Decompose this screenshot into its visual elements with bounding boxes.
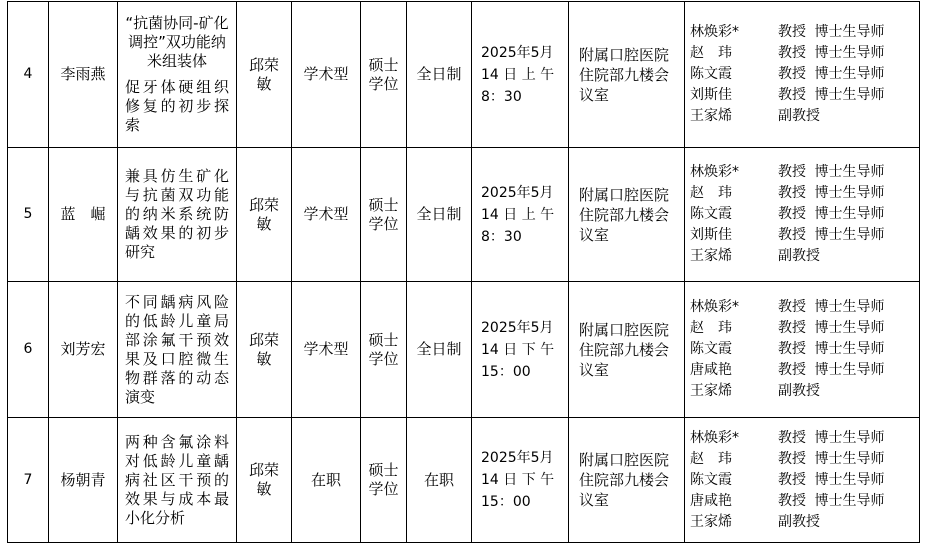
thesis-title-cell (118, 2, 237, 148)
committee-member-name: 林焕彩* (690, 164, 739, 180)
committee-member-name: 赵 玮 (690, 45, 732, 61)
committee-cell (685, 148, 919, 282)
thesis-title-paragraph: “抗菌协同-矿化调控”双功能纳米组装体 (125, 14, 229, 70)
defense-location-line: 附属口腔医院 (579, 451, 670, 469)
committee-member-row (690, 512, 917, 533)
committee-member-name: 王家烯 (690, 248, 732, 264)
row-number: 4 (23, 66, 33, 82)
program-type-cell (292, 2, 361, 148)
committee-member-titles: 教授 博士生导师 (778, 87, 885, 103)
supervisor-cell (237, 282, 292, 418)
defense-datetime-cell (472, 282, 569, 418)
committee-member-titles: 教授 博士生导师 (778, 185, 885, 201)
committee-member-titles: 教授 博士生导师 (778, 492, 885, 509)
committee-member-row (690, 162, 917, 183)
student-name: 蓝 崛 (60, 205, 106, 223)
defense-datetime-line: 2025年5月 (481, 44, 554, 61)
defense-location-cell (569, 148, 685, 282)
committee-member-name: 赵 玮 (690, 185, 732, 201)
committee-member-titles: 教授 博士生导师 (778, 45, 885, 61)
defense-datetime-line: 14 日 下 午 (481, 472, 555, 488)
thesis-title-paragraph: 两种含氟涂料对低龄儿童龋病社区干预的效果与成本最小化分析 (125, 432, 229, 527)
defense-location-line: 住院部九楼会 (579, 205, 670, 224)
supervisor-name: 邱荣敏 (248, 461, 279, 498)
program-type-cell (292, 418, 361, 542)
committee-member-titles: 教授 博士生导师 (778, 66, 885, 82)
committee-member-row (690, 225, 917, 246)
study-mode: 在职 (423, 470, 454, 489)
committee-member-titles: 教授 博士生导师 (778, 341, 885, 357)
defense-location-line: 住院部九楼会 (579, 65, 670, 84)
row-number-cell (8, 418, 49, 542)
defense-location-line: 住院部九楼会 (579, 471, 670, 489)
defense-location-cell (569, 418, 685, 542)
committee-member-row (690, 85, 917, 106)
row-number-cell (8, 148, 49, 282)
study-mode-cell (407, 418, 472, 542)
committee-member-row (690, 204, 917, 225)
committee-member-row (690, 428, 917, 449)
committee-member-name: 赵 玮 (690, 450, 732, 467)
thesis-title-paragraph: 兼具仿生矿化与抗菌双功能的纳米系统防龋效果的初步研究 (125, 167, 229, 261)
study-mode-cell (407, 2, 472, 148)
student-name: 刘芳宏 (60, 340, 106, 358)
program-type: 学术型 (303, 340, 349, 358)
study-mode: 全日制 (416, 205, 462, 223)
defense-datetime-line: 14 日 下 午 (481, 341, 555, 358)
committee-member-name: 唐咸艳 (690, 362, 732, 378)
supervisor-cell (237, 418, 292, 542)
student-name: 杨朝青 (60, 470, 106, 489)
supervisor-cell (237, 2, 292, 148)
committee-member-name: 陈文霞 (690, 471, 732, 488)
committee-member-titles: 教授 博士生导师 (778, 362, 885, 378)
committee-member-titles: 教授 博士生导师 (778, 299, 885, 315)
defense-location-cell (569, 2, 685, 148)
committee-member-name: 赵 玮 (690, 320, 732, 336)
committee-member-name: 陈文霞 (690, 206, 732, 222)
committee-member-row (690, 43, 917, 64)
defense-datetime-line: 15：00 (481, 363, 531, 380)
committee-member-row (690, 491, 917, 512)
committee-member-name: 唐咸艳 (690, 492, 732, 509)
study-mode-cell (407, 282, 472, 418)
row-number-cell (8, 282, 49, 418)
committee-member-titles: 教授 博士生导师 (778, 24, 885, 40)
defense-location-line: 住院部九楼会 (579, 340, 670, 359)
degree-name: 硕士学位 (368, 330, 399, 368)
committee-member-titles: 副教授 (778, 248, 820, 264)
student-name: 李雨燕 (60, 65, 106, 83)
committee-cell (685, 282, 919, 418)
thesis-title-paragraph: 不同龋病风险的低龄儿童局部涂氟干预效果及口腔微生物群落的动态演变 (125, 292, 229, 406)
committee-member-titles: 副教授 (778, 513, 820, 530)
committee-member-name: 林焕彩* (690, 299, 739, 315)
defense-datetime-line: 2025年5月 (481, 184, 554, 201)
row-number: 6 (23, 341, 33, 357)
defense-datetime-cell (472, 148, 569, 282)
defense-location-line: 议室 (579, 491, 610, 509)
committee-cell (685, 418, 919, 542)
supervisor-name: 邱荣敏 (248, 330, 279, 368)
committee-member-titles: 副教授 (778, 383, 820, 399)
defense-datetime-line: 15：00 (481, 494, 531, 510)
committee-member-row (690, 470, 917, 491)
committee-member-titles: 教授 博士生导师 (778, 206, 885, 222)
student-name-cell (49, 2, 118, 148)
student-name-cell (49, 148, 118, 282)
supervisor-name: 邱荣敏 (248, 195, 279, 233)
defense-datetime-cell (472, 418, 569, 542)
defense-location-cell (569, 282, 685, 418)
committee-member-row (690, 22, 917, 43)
committee-member-name: 刘斯佳 (690, 227, 732, 243)
committee-member-row (690, 339, 917, 360)
committee-member-row (690, 183, 917, 204)
defense-location-line: 附属口腔医院 (579, 320, 670, 339)
supervisor-name: 邱荣敏 (248, 55, 279, 93)
study-mode: 全日制 (416, 340, 462, 358)
committee-member-row (690, 449, 917, 470)
committee-member-row (690, 297, 917, 318)
thesis-title-cell (118, 282, 237, 418)
study-mode-cell (407, 148, 472, 282)
committee-member-row (690, 246, 917, 267)
degree-cell (361, 282, 407, 418)
degree-cell (361, 2, 407, 148)
committee-member-name: 陈文霞 (690, 66, 732, 82)
row-number: 5 (23, 206, 33, 222)
defense-datetime-cell (472, 2, 569, 148)
committee-member-row (690, 318, 917, 339)
thesis-title-cell (118, 148, 237, 282)
degree-name: 硕士学位 (368, 195, 399, 233)
defense-schedule-table (7, 1, 920, 543)
degree-name: 硕士学位 (368, 461, 399, 498)
committee-member-name: 刘斯佳 (690, 87, 732, 103)
supervisor-cell (237, 148, 292, 282)
student-name-cell (49, 282, 118, 418)
defense-datetime-line: 14 日 上 午 (481, 206, 555, 223)
committee-member-row (690, 64, 917, 85)
program-type-cell (292, 148, 361, 282)
defense-datetime-line: 8：30 (481, 88, 522, 105)
committee-member-name: 王家烯 (690, 383, 732, 399)
program-type-cell (292, 282, 361, 418)
committee-member-titles: 副教授 (778, 108, 820, 124)
committee-member-name: 陈文霞 (690, 341, 732, 357)
committee-member-titles: 教授 博士生导师 (778, 450, 885, 467)
study-mode: 全日制 (416, 65, 462, 83)
program-type: 学术型 (303, 65, 349, 83)
thesis-title-paragraph: 促牙体硬组织修复的初步探索 (125, 78, 229, 134)
committee-member-name: 林焕彩* (690, 429, 739, 446)
committee-member-name: 王家烯 (690, 513, 732, 530)
row-number: 7 (23, 471, 33, 488)
committee-member-name: 林焕彩* (690, 24, 739, 40)
committee-member-titles: 教授 博士生导师 (778, 429, 885, 446)
defense-location-line: 议室 (579, 85, 610, 104)
program-type: 在职 (310, 470, 341, 489)
degree-cell (361, 148, 407, 282)
committee-member-name: 王家烯 (690, 108, 732, 124)
thesis-title-cell (118, 418, 237, 542)
defense-location-line: 附属口腔医院 (579, 45, 670, 64)
program-type: 学术型 (303, 205, 349, 223)
degree-cell (361, 418, 407, 542)
committee-member-titles: 教授 博士生导师 (778, 227, 885, 243)
committee-member-row (690, 360, 917, 381)
defense-datetime-line: 2025年5月 (481, 450, 554, 466)
defense-location-line: 议室 (579, 225, 610, 244)
committee-member-row (690, 106, 917, 127)
row-number-cell (8, 2, 49, 148)
committee-member-titles: 教授 博士生导师 (778, 471, 885, 488)
student-name-cell (49, 418, 118, 542)
degree-name: 硕士学位 (368, 55, 399, 93)
defense-location-line: 议室 (579, 360, 610, 379)
committee-member-titles: 教授 博士生导师 (778, 320, 885, 336)
committee-cell (685, 2, 919, 148)
committee-member-row (690, 381, 917, 402)
defense-location-line: 附属口腔医院 (579, 185, 670, 204)
committee-member-titles: 教授 博士生导师 (778, 164, 885, 180)
defense-datetime-line: 14 日 上 午 (481, 66, 555, 83)
defense-datetime-line: 2025年5月 (481, 319, 554, 336)
defense-datetime-line: 8：30 (481, 228, 522, 245)
